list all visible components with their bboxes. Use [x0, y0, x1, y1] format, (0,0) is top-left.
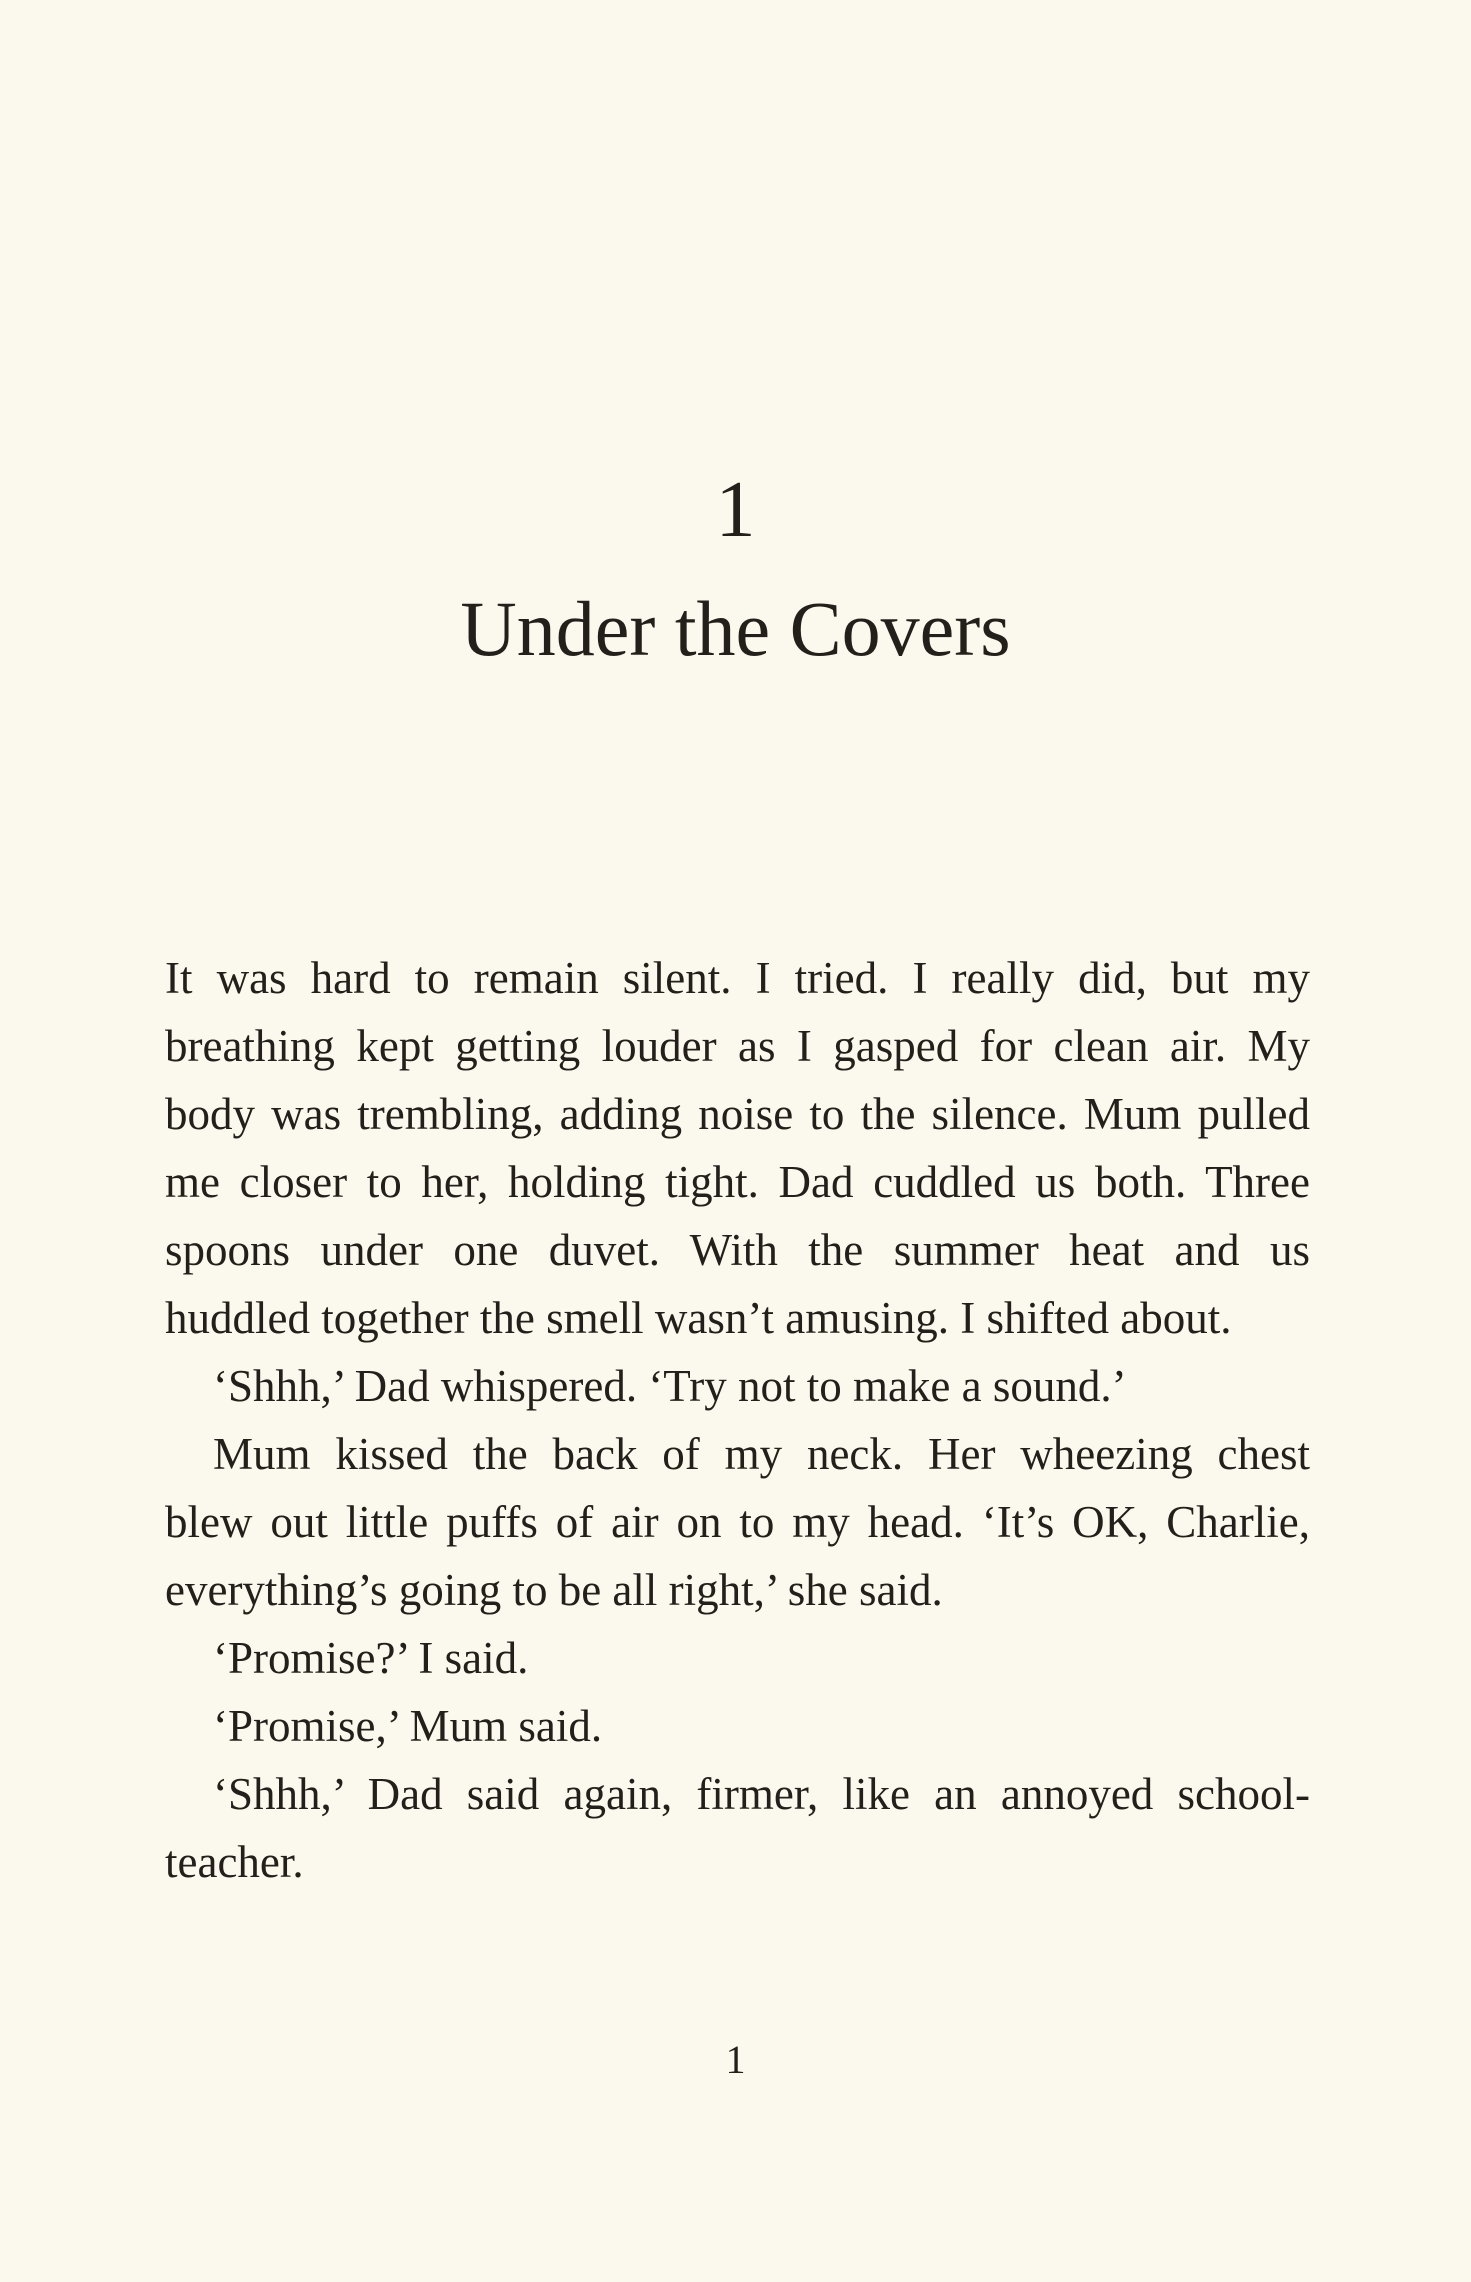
text-line: body was trembling, adding noise to the silence. Mum pulled [165, 1089, 1310, 1139]
chapter-title: Under the Covers [460, 585, 1011, 672]
text-line: me closer to her, holding tight. Dad cuddled us both. Three [165, 1157, 1310, 1207]
text-line: blew out little puffs of air on to my head. ‘It’s OK, Charlie, [165, 1497, 1310, 1547]
page-number: 1 [725, 2037, 746, 2082]
text-line: ‘Promise?’ I said. [213, 1633, 529, 1683]
paragraph [165, 1420, 1310, 1624]
chapter-number: 1 [715, 466, 756, 554]
chapter-body [165, 944, 1310, 1896]
text-line: It was hard to remain silent. I tried. I really did, but my [165, 953, 1310, 1003]
text-line: ‘Shhh,’ Dad said again, firmer, like an annoyed school- [213, 1769, 1310, 1819]
paragraph [165, 1352, 1310, 1420]
paragraph [165, 944, 1310, 1352]
paragraph [165, 1760, 1310, 1896]
text-line: everything’s going to be all right,’ she said. [165, 1565, 943, 1615]
paragraph [165, 1692, 1310, 1760]
text-line: spoons under one duvet. With the summer heat and us [165, 1225, 1310, 1275]
text-line: ‘Shhh,’ Dad whispered. ‘Try not to make a sound.’ [213, 1361, 1127, 1411]
text-line: teacher. [165, 1837, 304, 1887]
paragraph [165, 1624, 1310, 1692]
text-line: ‘Promise,’ Mum said. [213, 1701, 603, 1751]
text-line: Mum kissed the back of my neck. Her wheezing chest [213, 1429, 1310, 1479]
text-line: breathing kept getting louder as I gasped for clean air. My [165, 1021, 1310, 1071]
text-line: huddled together the smell wasn’t amusing. I shifted about. [165, 1293, 1232, 1343]
